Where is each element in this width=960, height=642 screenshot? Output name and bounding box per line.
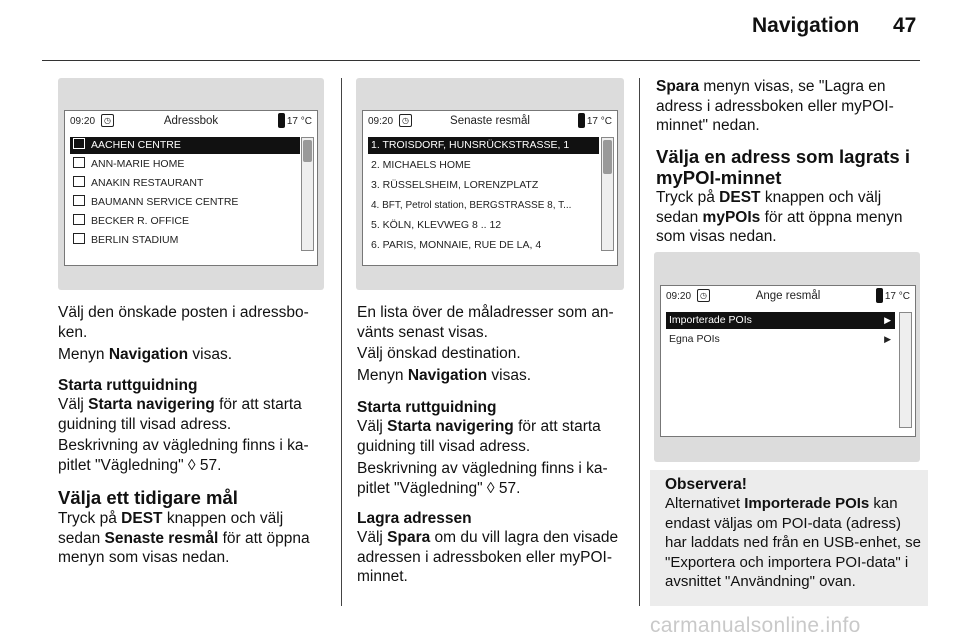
text: Välj: [58, 396, 89, 413]
col2-para-1: [357, 303, 629, 342]
bold-term: Importerade POIs: [744, 495, 870, 512]
col2-para-5: [357, 459, 629, 498]
list-item[interactable]: [70, 232, 300, 249]
list-item[interactable]: 3. RÜSSELSHEIM, LORENZPLATZ: [371, 179, 539, 191]
screen-title: Ange resmål: [755, 290, 821, 302]
text: för att öppna menyn som visas nedan.: [58, 529, 310, 566]
bold-term: Starta navigering: [88, 396, 215, 413]
menu-item-egna-pois[interactable]: [666, 331, 895, 348]
scrollbar[interactable]: [899, 312, 912, 428]
col1-subheading: [58, 376, 328, 396]
list-item-label: ANN-MARIE HOME: [91, 158, 185, 170]
screenshot-adressbok: [58, 78, 324, 290]
col1-para-4: [58, 436, 328, 475]
clock-icon: ◷: [101, 114, 114, 127]
text: Välj önskad destination.: [357, 345, 521, 362]
chevron-right-icon: ▶: [884, 334, 891, 344]
page-number: 47: [893, 14, 917, 37]
scrollbar[interactable]: [601, 137, 614, 251]
text: Beskrivning av vägledning finns i ka-pitlet "Vägledning" ◊ 57.: [357, 460, 608, 497]
status-bar: [363, 111, 617, 132]
screenshot-senaste-resmal: [356, 78, 624, 290]
list-item-label: AACHEN CENTRE: [91, 139, 181, 151]
watermark: carmanualsonline.info: [650, 614, 861, 637]
col3-para-1: [656, 77, 918, 136]
text: för att öppna menyn som visas nedan.: [656, 208, 903, 245]
col1-para-2: [58, 345, 328, 365]
list-item[interactable]: [70, 213, 300, 230]
clock-time: 09:20: [70, 116, 96, 127]
text: om du vill lagra den visade adressen i adressboken eller myPOI-minnet.: [357, 529, 619, 585]
col2-subheading-1: [357, 398, 629, 418]
list-item[interactable]: [70, 156, 300, 173]
menu-item-label: Importerade POIs: [669, 314, 752, 326]
text: Menyn: [357, 367, 408, 384]
text: visas.: [188, 346, 233, 363]
scrollbar[interactable]: [301, 137, 314, 251]
text: för att starta guidning till visad adress.: [357, 418, 601, 455]
address-icon: [73, 214, 85, 225]
chevron-right-icon: ▶: [884, 315, 891, 325]
address-icon: [73, 233, 85, 244]
text: Alternativet: [665, 495, 745, 512]
col1-para-3: [58, 395, 328, 434]
text: Välj den önskade posten i adressbo-ken.: [58, 304, 309, 341]
clock-icon: ◷: [697, 289, 710, 302]
col2-para-3: [357, 366, 629, 386]
bold-term: Spara: [656, 78, 700, 95]
thermometer-icon: [578, 113, 585, 128]
screen-title: Senaste resmål: [450, 115, 530, 127]
list-item[interactable]: 2. MICHAELS HOME: [371, 159, 471, 171]
menu-item-label: Egna POIs: [669, 333, 720, 345]
text: för att starta guidning till visad adress.: [58, 396, 302, 433]
bold-term: DEST: [121, 510, 163, 527]
col3-heading: Välja en adress som lagrats i myPOI-minnet: [656, 146, 910, 188]
list-item-label: BERLIN STADIUM: [91, 234, 179, 246]
col1-para-1: [58, 303, 328, 342]
text: Tryck på: [656, 189, 720, 206]
header-rule: [42, 60, 920, 61]
list-item-label: BECKER R. OFFICE: [91, 215, 190, 227]
text: kan endast väljas om POI-data (adress) har laddats ned från en USB-enhet, se "Exportera och importera POI-data" i avsnittet "Användning" ovan.: [665, 495, 921, 590]
temperature: 17 °C: [286, 116, 312, 127]
screen-title: Adressbok: [163, 115, 219, 127]
col3-para-2: [656, 188, 918, 247]
list-item[interactable]: 5. KÖLN, KLEVWEG 8 .. 12: [371, 219, 502, 231]
text: Starta ruttguidning: [357, 399, 497, 416]
col2-subheading-2: [357, 509, 629, 529]
col2-para-4: [357, 417, 629, 456]
scrollbar-thumb[interactable]: [303, 140, 312, 162]
bold-term: Senaste resmål: [104, 529, 219, 547]
clock-icon: ◷: [399, 114, 412, 127]
menu-item-importerade-pois[interactable]: [666, 312, 895, 329]
status-bar: [661, 286, 915, 307]
list-item[interactable]: 6. PARIS, MONNAIE, RUE DE LA, 4: [371, 239, 542, 251]
list-item[interactable]: [70, 175, 300, 192]
list-item[interactable]: [70, 137, 300, 154]
note-text: [665, 494, 923, 592]
scrollbar-thumb[interactable]: [603, 140, 612, 174]
page-header-title: Navigation: [752, 14, 860, 37]
text: visas.: [487, 367, 532, 384]
bold-term: Navigation: [407, 367, 488, 384]
list-item[interactable]: 1. TROISDORF, HUNSRÜCKSTRASSE, 1: [368, 137, 599, 154]
text: En lista över de måladresser som an-vänts senast visas.: [357, 304, 614, 341]
bold-term: Navigation: [108, 346, 189, 363]
clock-time: 09:20: [368, 116, 394, 127]
text: knappen och välj sedan: [58, 510, 284, 547]
address-icon: [73, 195, 85, 206]
bold-term: Starta navigering: [387, 418, 514, 435]
temperature: 17 °C: [586, 116, 612, 127]
text: Menyn: [58, 346, 109, 363]
text: Starta ruttguidning: [58, 377, 198, 394]
text: menyn visas, se "Lagra en adress i adressboken eller myPOI-minnet" nedan.: [656, 78, 894, 134]
text: Lagra adressen: [357, 510, 472, 527]
status-bar: [65, 111, 317, 132]
text: Välj: [357, 418, 388, 435]
address-icon: [73, 157, 85, 168]
list-item-label: BAUMANN SERVICE CENTRE: [91, 196, 239, 208]
address-icon: [73, 176, 85, 187]
clock-time: 09:20: [666, 291, 692, 302]
text: Observera!: [665, 476, 747, 493]
col2-para-6: [357, 528, 629, 587]
screenshot-ange-resmal: [654, 252, 920, 462]
text: knappen och välj sedan: [656, 189, 882, 226]
col1-para-5: [58, 509, 328, 568]
temperature: 17 °C: [884, 291, 910, 302]
text: Tryck på: [58, 510, 122, 527]
column-divider-1: [341, 78, 342, 606]
bold-term: DEST: [719, 189, 761, 206]
bold-term: Spara: [387, 529, 431, 546]
note-title: [665, 475, 920, 495]
text: Beskrivning av vägledning finns i ka-pitlet "Vägledning" ◊ 57.: [58, 437, 309, 474]
list-item[interactable]: 4. BFT, Petrol station, BERGSTRASSE 8, T...: [371, 200, 572, 211]
bold-term: myPOIs: [702, 208, 761, 226]
thermometer-icon: [278, 113, 285, 128]
text: Välj: [357, 529, 388, 546]
list-item-label: ANAKIN RESTAURANT: [91, 177, 204, 189]
address-icon: [73, 138, 85, 149]
column-divider-2: [639, 78, 640, 606]
col1-heading: Välja ett tidigare mål: [58, 487, 238, 508]
list-item[interactable]: [70, 194, 300, 211]
col2-para-2: [357, 344, 629, 364]
thermometer-icon: [876, 288, 883, 303]
